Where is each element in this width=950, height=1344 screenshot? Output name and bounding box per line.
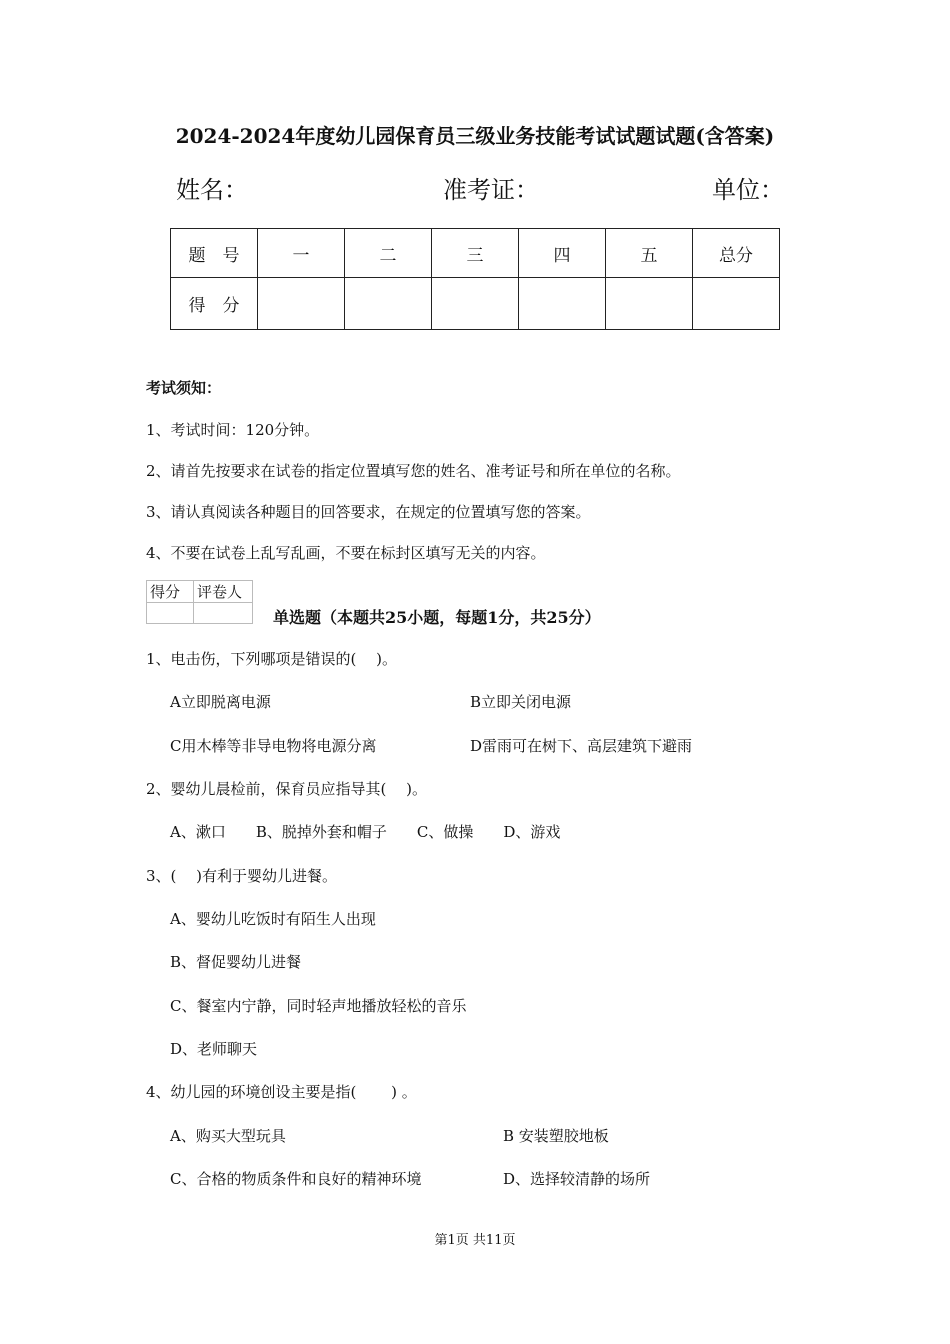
score-cell[interactable]	[519, 278, 606, 330]
option-c: C用木棒等非导电物将电源分离	[170, 737, 377, 755]
name-field-label: 姓名：	[176, 176, 248, 204]
option-c: C、合格的物质条件和良好的精神环境	[170, 1170, 422, 1188]
question-stem: 1、电击伤，下列哪项是错误的( )。	[146, 650, 398, 668]
section-heading: 单选题（本题共25小题，每题1分，共25分）	[273, 608, 601, 627]
grader-reviewer-label: 评卷人	[194, 581, 253, 603]
score-table-header: 四	[519, 229, 606, 278]
grader-box	[146, 580, 253, 624]
grader-score-label: 得分	[147, 581, 194, 603]
option-c: C、餐室内宁静，同时轻声地播放轻松的音乐	[170, 997, 467, 1015]
score-cell[interactable]	[693, 278, 780, 330]
option-a: A、婴幼儿吃饭时有陌生人出现	[170, 910, 376, 928]
option-d: D雷雨可在树下、高层建筑下避雨	[470, 737, 693, 755]
unit-field-label: 单位：	[712, 176, 784, 204]
score-cell[interactable]	[258, 278, 345, 330]
score-cell[interactable]	[345, 278, 432, 330]
notice-item: 4、不要在试卷上乱写乱画，不要在标封区填写无关的内容。	[146, 544, 546, 562]
page-title: 2024-2024年度幼儿园保育员三级业务技能考试试题试题(含答案)	[175, 124, 775, 148]
option-a: A立即脱离电源	[170, 693, 271, 711]
notice-heading: 考试须知：	[146, 379, 222, 397]
question-stem: 2、婴幼儿晨检前，保育员应指导其( )。	[146, 780, 428, 798]
option-d: D、老师聊天	[170, 1040, 258, 1058]
score-table-header: 五	[606, 229, 693, 278]
grader-reviewer-cell[interactable]	[194, 603, 253, 624]
score-table-header: 题 号	[171, 229, 258, 278]
score-table-score-row	[171, 278, 780, 330]
grader-score-cell[interactable]	[147, 603, 194, 624]
notice-item: 3、请认真阅读各种题目的回答要求，在规定的位置填写您的答案。	[146, 503, 591, 521]
notice-item: 2、请首先按要求在试卷的指定位置填写您的姓名、准考证号和所在单位的名称。	[146, 462, 681, 480]
exam-number-field-label: 准考证：	[443, 176, 539, 204]
notice-item: 1、考试时间：120分钟。	[146, 421, 320, 439]
option-b: B 安装塑胶地板	[503, 1127, 609, 1145]
question-options: A、漱口 B、脱掉外套和帽子 C、做操 D、游戏	[170, 823, 561, 841]
score-row-label: 得 分	[171, 278, 258, 330]
option-b: B立即关闭电源	[470, 693, 572, 711]
question-stem: 4、幼儿园的环境创设主要是指( ) 。	[146, 1083, 417, 1101]
score-table-header-row	[171, 229, 780, 278]
score-table	[170, 228, 780, 330]
option-d: D、选择较清静的场所	[503, 1170, 651, 1188]
score-table-header: 一	[258, 229, 345, 278]
score-cell[interactable]	[432, 278, 519, 330]
option-a: A、购买大型玩具	[170, 1127, 286, 1145]
score-table-header: 总分	[693, 229, 780, 278]
option-b: B、督促婴幼儿进餐	[170, 953, 302, 971]
page-footer: 第1页 共11页	[434, 1233, 516, 1248]
score-table-header: 三	[432, 229, 519, 278]
score-table-header: 二	[345, 229, 432, 278]
question-stem: 3、( )有利于婴幼儿进餐。	[146, 867, 338, 885]
score-cell[interactable]	[606, 278, 693, 330]
